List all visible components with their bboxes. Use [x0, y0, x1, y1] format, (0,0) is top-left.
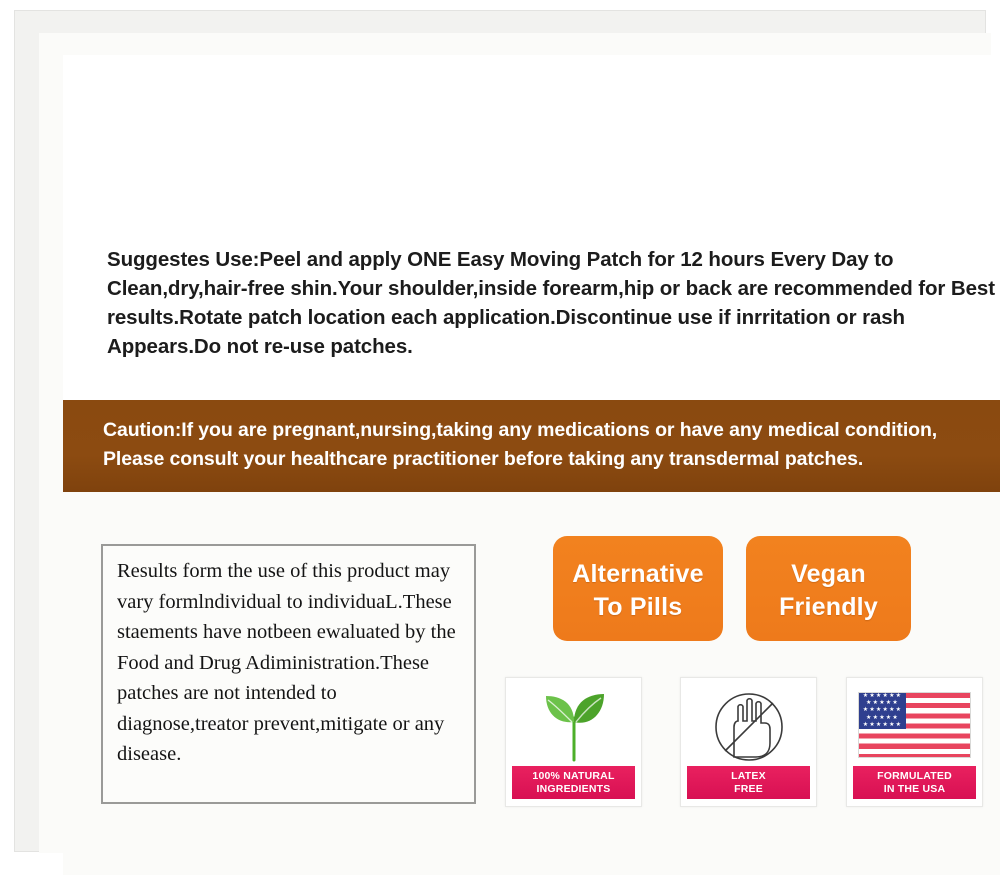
caption-line-2: FREE — [734, 783, 763, 795]
lower-section — [63, 492, 1000, 875]
caption-line-1: LATEX — [731, 770, 766, 782]
icon-card-caption — [687, 766, 810, 799]
icon-card-caption — [853, 766, 976, 799]
badge-line-2: To Pills — [593, 593, 683, 621]
caution-text: Caution:If you are pregnant,nursing,taking any medications or have any medical condition, Please consult your healthcare practitioner before taking any transdermal patches. — [103, 419, 938, 470]
caption-line-1: 100% NATURAL — [532, 770, 615, 782]
disclaimer-box — [101, 544, 476, 804]
icon-card-formulated-in-usa — [846, 677, 983, 807]
label-outer-frame — [14, 10, 995, 852]
badge-line-1: Vegan — [791, 560, 866, 588]
label-inner-panel — [39, 33, 995, 853]
icon-card-latex-free — [680, 677, 817, 807]
caution-banner — [63, 400, 1000, 492]
caption-line-2: INGREDIENTS — [536, 783, 611, 795]
caption-line-2: IN THE USA — [883, 783, 946, 795]
badge-vegan-friendly — [746, 536, 911, 641]
caption-line-1: FORMULATED — [877, 770, 952, 782]
no-latex-glove-icon — [681, 682, 816, 768]
icon-card-natural-ingredients — [505, 677, 642, 807]
icon-card-caption — [512, 766, 635, 799]
disclaimer-text: Results form the use of this product may vary formlndividual to individuaL.These staements have notbeen ewaluated by the Food and Drug Adiministration.These patches are not intended to diagnose,treator prevent,mitigate or any disease. — [117, 560, 456, 765]
directions-section — [63, 55, 1000, 400]
suggested-use-text: Suggestes Use:Peel and apply ONE Easy Moving Patch for 12 hours Every Day to Clean,dry,hair-free shin.Your shoulder,inside forearm,hip or back are recommended for Best results.Rotate patch location each application.Discontinue use if inrritation or rash Appears.Do not re-use patches. — [107, 248, 995, 358]
badge-line-1: Alternative — [572, 560, 704, 588]
badge-alternative-to-pills — [553, 536, 723, 641]
badge-line-2: Friendly — [779, 593, 878, 621]
flag-graphic — [858, 692, 971, 758]
leaf-icon — [506, 682, 641, 768]
flag-stars: ★★★★★★ ★★★★★ ★★★★★★ ★★★★★ ★★★★★★ — [862, 693, 903, 728]
us-flag-icon — [847, 682, 982, 768]
